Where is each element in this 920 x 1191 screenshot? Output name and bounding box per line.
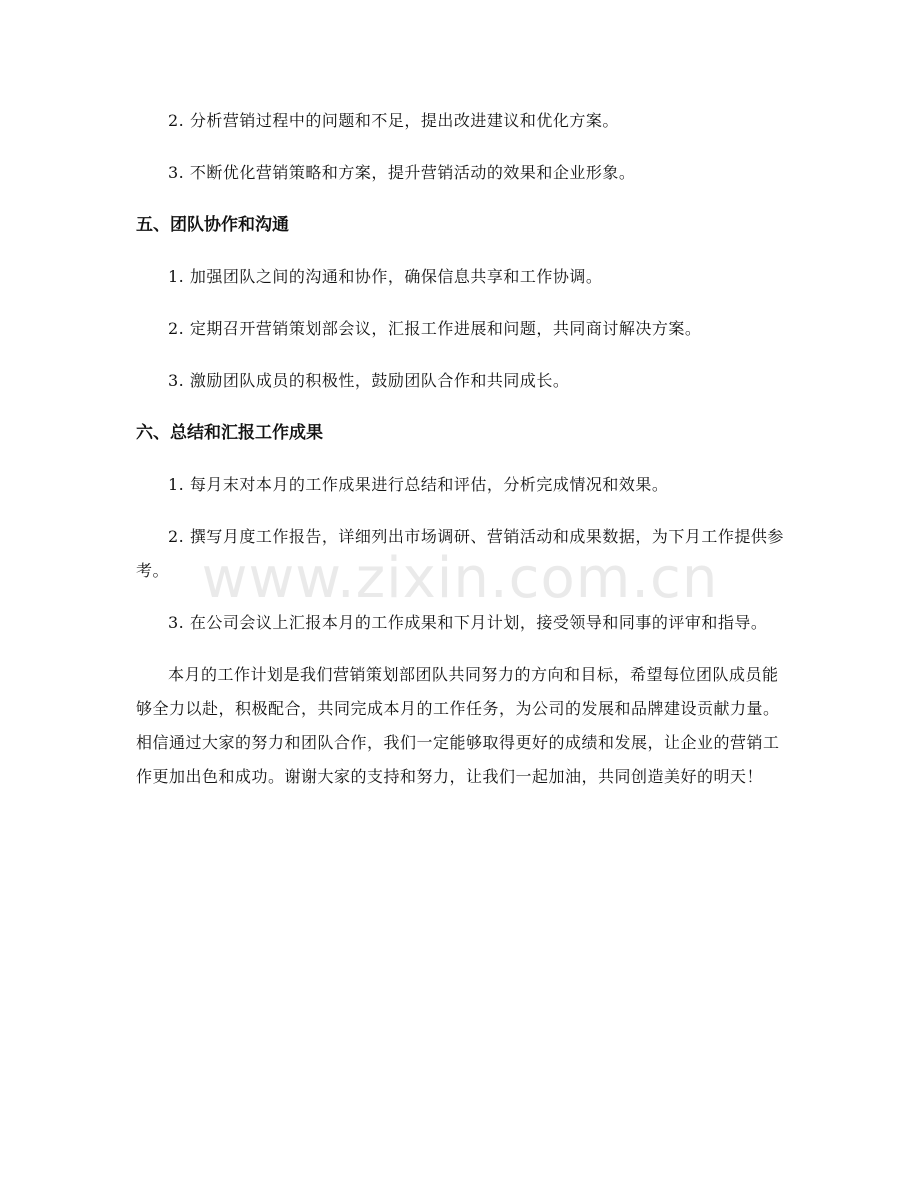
list-item: 1. 加强团队之间的沟通和协作，确保信息共享和工作协调。	[168, 267, 603, 286]
document-body	[136, 104, 784, 794]
list-item: 2. 定期召开营销策划部会议，汇报工作进展和问题，共同商讨解决方案。	[168, 319, 702, 338]
list-item: 3. 激励团队成员的积极性，鼓励团队合作和共同成长。	[168, 371, 570, 390]
closing-paragraph: 本月的工作计划是我们营销策划部团队共同努力的方向和目标，希望每位团队成员能够全力以赴，积极配合，共同完成本月的工作任务，为公司的发展和品牌建设贡献力量。相信通过大家的努力和团队合作，我们一定能够取得更好的成绩和发展，让企业的营销工作更加出色和成功。谢谢大家的支持和努力，让我们一起加油，共同创造美好的明天！	[136, 665, 780, 786]
list-item: 1. 每月末对本月的工作成果进行总结和评估，分析完成情况和效果。	[168, 475, 669, 494]
section-heading-summary-report: 六、总结和汇报工作成果	[136, 423, 323, 443]
list-item: 2. 分析营销过程中的问题和不足，提出改进建议和优化方案。	[168, 111, 619, 130]
section-heading-team-collaboration: 五、团队协作和沟通	[136, 215, 289, 235]
watermark: www.zixin.com.cn	[201, 546, 719, 611]
list-item: 3. 不断优化营销策略和方案，提升营销活动的效果和企业形象。	[168, 163, 636, 182]
list-item: 2. 撰写月度工作报告，详细列出市场调研、营销活动和成果数据，为下月工作提供参考。	[136, 527, 784, 580]
list-item: 3. 在公司会议上汇报本月的工作成果和下月计划，接受领导和同事的评审和指导。	[168, 613, 768, 632]
